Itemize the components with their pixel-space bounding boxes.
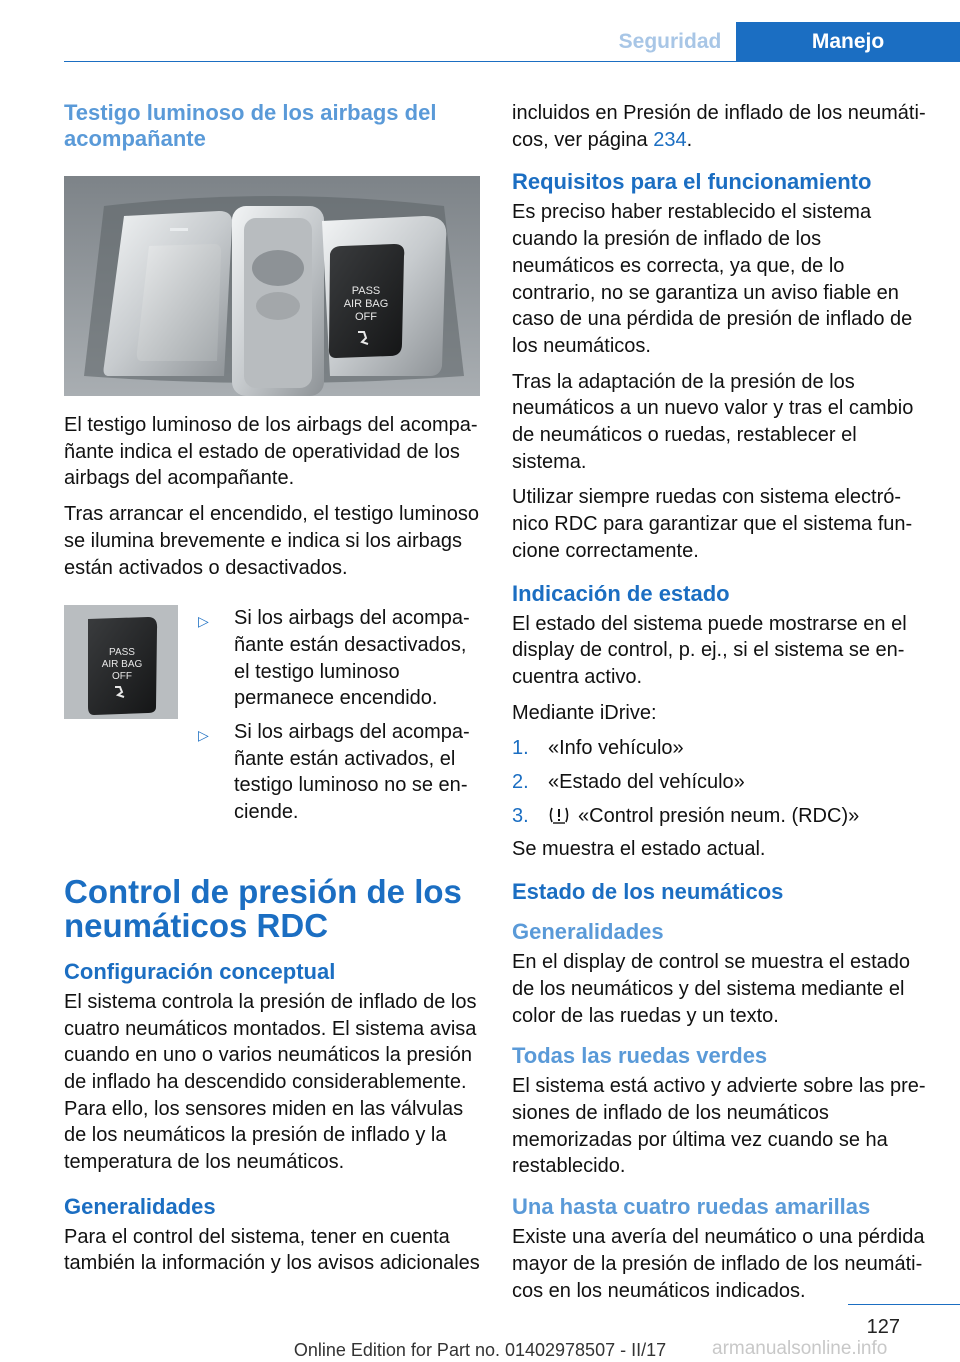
para-continued [512,100,928,153]
list-item [512,803,928,830]
heading-yellow-wheels: Una hasta cuatro ruedas amarillas [512,1194,871,1220]
para-display-colors: En el display de control se muestra el estado de los neumáticos y del sistema mediante el color de las ruedas y un texto. [512,951,910,1027]
para-system-concept: El sistema controla la presión de inflado de los cuatro neumáticos montados. El sistema avisa cuando en uno o varios neumáticos la presión de inflado ha descendido considerablemente. Para ello, los sensores miden en las válvulas de los neumáticos la presión de inflado y la temperatura de los neumáticos. [64,990,477,1174]
list-item [512,735,928,762]
footer-divider [848,1304,960,1305]
para-idrive: Mediante iDrive: [512,701,657,724]
airbag-panel-illustration [64,176,480,396]
heading-config: Configuración conceptual [64,958,336,984]
continued-end: . [686,128,693,151]
edition-line: Online Edition for Part no. 01402978507 - II/17 [293,1340,667,1360]
step-text: «Info vehículo» [548,737,684,760]
idrive-steps-list [512,735,928,829]
page-header [0,0,960,62]
pass-text: PASS [351,285,381,297]
airbag-text: AIR BAG [343,298,389,310]
para-reset-after-change: Tras la adaptación de la presión de los neumáticos a un nuevo valor y tras el cambio de neumáticos o ruedas, restablecer el sistema. [512,370,914,473]
airbag-off-button-illustration [64,605,178,719]
page-link[interactable]: 234 [653,128,687,151]
list-item [198,605,480,712]
para-system-control: Para el control del sistema, tener en cuenta también la información y los avisos adicionales [64,1225,480,1275]
triangle-bullet-icon: ▷ [198,613,209,630]
right-column [512,100,928,1313]
heading-all-green: Todas las ruedas verdes [512,1043,768,1069]
bullet-deactivated-text: Si los airbags del acompañante están desactivados, el testigo luminoso permanece encendido. [234,607,470,710]
heading-requisitos: Requisitos para el funcionamiento [512,169,872,195]
tab-seguridad[interactable]: Seguridad [618,30,722,53]
para-reset-requirement: Es preciso haber restablecido el sistema cuando la presión de inflado de los neumáticos es correcta, ya que, de lo contrario, no se garantiza un aviso fiable en caso de una pérdida de presión de inflado de los neumáticos. [512,201,913,357]
step-number: 1. [512,737,529,760]
heading-indicacion: Indicación de estado [512,580,730,606]
step-number: 2. [512,771,529,794]
continued-text: incluidos en Presión de inflado de los neumáticos, ver página [512,102,926,151]
list-item [198,719,480,826]
para-use-rdc-wheels: Utilizar siempre ruedas con sistema electrónico RDC para garantizar que el sistema funcione correctamente. [512,486,913,562]
tire-pressure-warning-icon [548,805,570,825]
tab-manejo[interactable]: Manejo [736,22,960,62]
off-text: OFF [355,311,377,323]
para-airbag-indicator: El testigo luminoso de los airbags del acompañante indica el estado de operatividad de los airbags del acompañante. [64,414,478,490]
airbag-off-button-photo [64,605,178,719]
left-column [64,100,480,1286]
page-number: 127 [866,1316,900,1338]
airbag-panel-photo [64,176,480,396]
small-off-text: OFF [112,671,132,683]
heading-generalidades-right: Generalidades [512,919,664,945]
heading-generalidades-left: Generalidades [64,1193,216,1219]
triangle-bullet-icon: ▷ [198,727,209,744]
section-title-airbag-light: Testigo luminoso de los airbags del acompañante [64,100,437,151]
para-all-green: El sistema está activo y advierte sobre las presiones de inflado de los neumáticos memorizadas por última vez cuando se ha restablecido. [512,1075,926,1178]
watermark: armanualsonline.info [712,1338,888,1359]
list-item [512,769,928,796]
bullet-activated-text: Si los airbags del acompañante están activados, el testigo luminoso no se enciende. [234,721,470,824]
para-status-display: El estado del sistema puede mostrarse en el display de control, p. ej., si el sistema se encuentra activo. [512,612,907,688]
para-airbag-ignition: Tras arrancar el encendido, el testigo luminoso se ilumina brevemente e indica si los airbags están activados o desactivados. [64,503,480,579]
para-yellow-wheels: Existe una avería del neumático o una pérdida mayor de la presión de inflado de los neumáticos en los neumáticos indicados. [512,1226,925,1302]
para-current-status: Se muestra el estado actual. [512,838,766,861]
airbag-status-list [198,605,480,833]
airbag-status-block [64,605,480,833]
small-airbag-text: AIR BAG [101,659,143,671]
step-number: 3. [512,804,529,827]
step-with-icon [548,803,928,830]
chapter-title-rdc: Control de presión de los neumáticos RDC [64,872,462,944]
step-text: «Control presión neum. (RDC)» [578,804,860,827]
small-pass-text: PASS [109,647,135,659]
header-divider [64,61,960,62]
heading-estado-neumaticos: Estado de los neumáticos [512,879,784,905]
step-text: «Estado del vehículo» [548,771,745,794]
